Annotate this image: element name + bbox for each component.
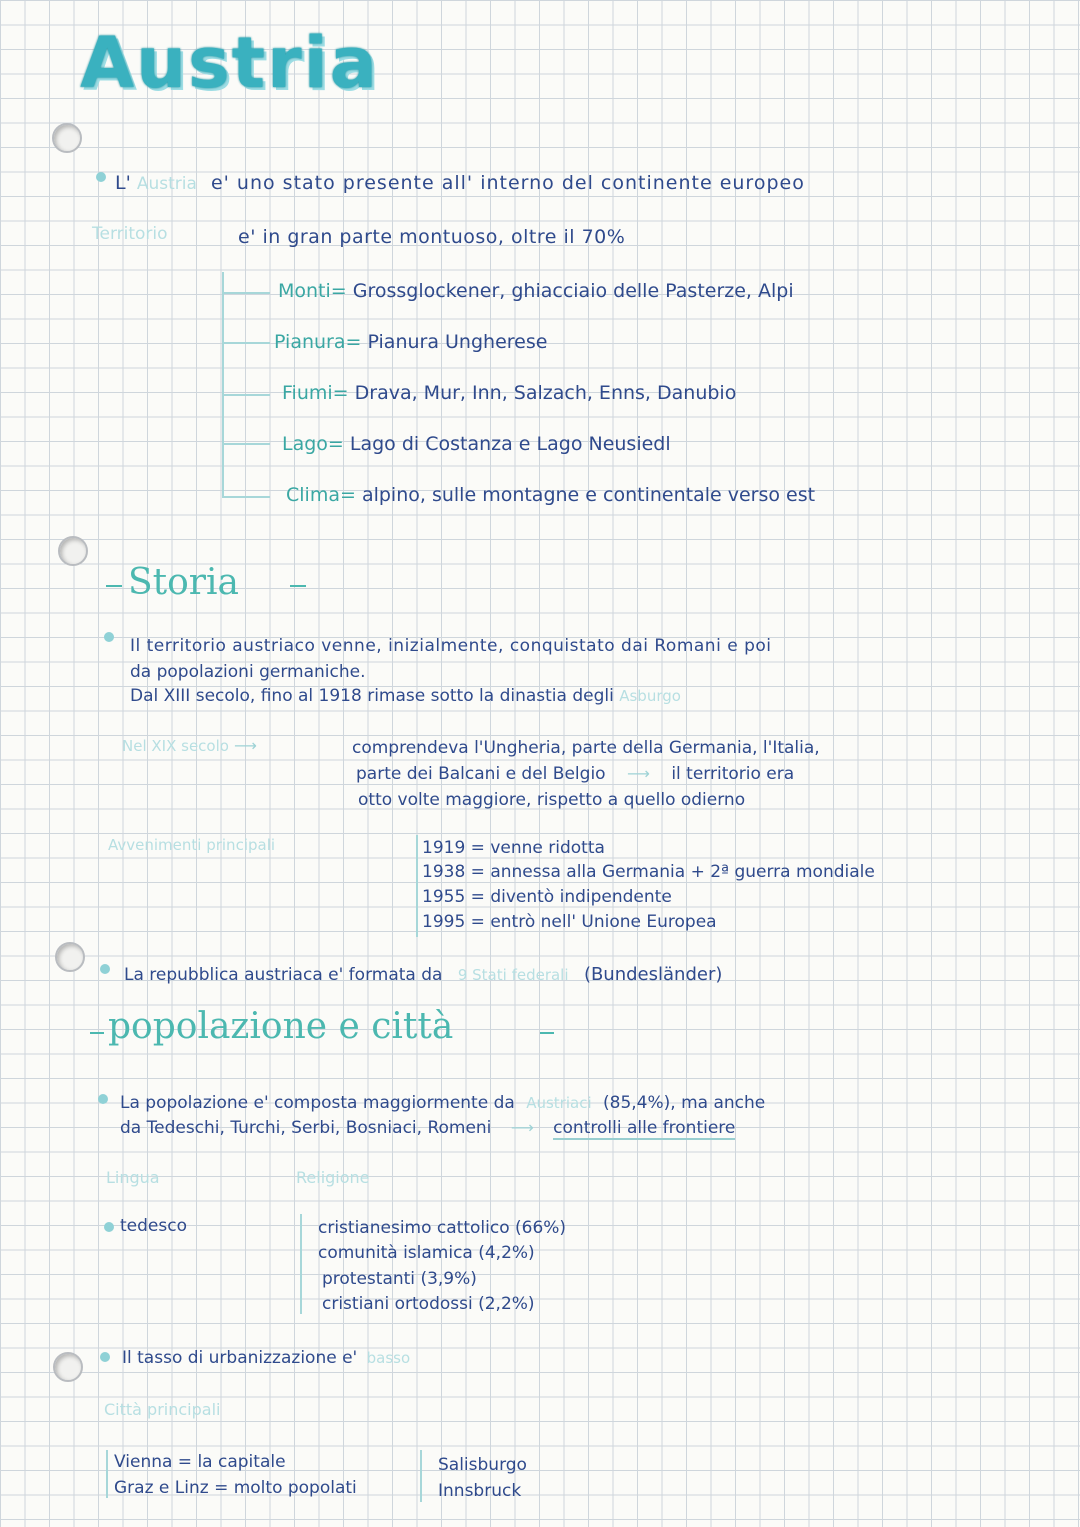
heading-dash [290, 585, 306, 587]
repubblica-text: La repubblica austriaca e' formata da [124, 965, 443, 985]
intro-article: L' [115, 172, 131, 194]
territorio-value: alpino, sulle montagne e continentale verso est [361, 484, 816, 506]
lingua-value: tedesco [120, 1216, 187, 1236]
storia-dinastia: Dal XIII secolo, fino al 1918 rimase sotto la dinastia degli [130, 686, 614, 706]
citta-item: Graz e Linz = molto popolati [114, 1478, 357, 1498]
intro-text: e' uno stato presente all' interno del continente europeo [210, 172, 805, 194]
territorio-label: Territorio [92, 224, 168, 244]
storia-heading: Storia [128, 562, 239, 603]
storia-line: da popolazioni germaniche. [130, 662, 366, 682]
binder-hole [58, 536, 88, 566]
binder-hole [52, 123, 82, 153]
citta-item: Vienna = la capitale [114, 1452, 286, 1472]
eventi-label: Avvenimenti principali [108, 836, 276, 854]
bullet [100, 964, 110, 974]
bracket-tick [222, 292, 270, 294]
bundeslander: (Bundesländer) [583, 964, 723, 985]
religione-label: Religione [296, 1168, 370, 1187]
heading-dash [106, 585, 122, 587]
evento: 1919 = venne ridotta [422, 838, 605, 858]
ottocento-label: Nel XIX secolo ⟶ [122, 736, 257, 755]
lingua-label: Lingua [106, 1168, 160, 1187]
religione-item: cristiani ortodossi (2,2%) [322, 1294, 535, 1314]
territorio-key: Clima [286, 484, 340, 506]
territorio-desc: e' in gran parte montuoso, oltre il 70% [238, 226, 626, 248]
evento: 1995 = entrò nell' Unione Europea [422, 912, 717, 932]
intro-austria: Austria [136, 174, 197, 194]
bullet [100, 1352, 110, 1362]
urbanizzazione-valore: basso [366, 1349, 411, 1367]
territorio-value: Pianura Ungherese [367, 331, 548, 353]
evento: 1955 = diventò indipendente [422, 887, 672, 907]
territorio-key: Monti [278, 280, 331, 302]
popolazione-line: da Tedeschi, Turchi, Serbi, Bosniaci, Romeni ⟶ controlli alle frontiere [120, 1118, 736, 1138]
bracket-tick [222, 496, 270, 498]
heading-dash [90, 1032, 104, 1034]
urbanizzazione-line: Il tasso di urbanizzazione e' basso [122, 1348, 411, 1368]
controlli-frontiere: controlli alle frontiere [553, 1118, 736, 1138]
territorio-value: Grossglockener, ghiacciaio delle Pasterze, Alpi [352, 280, 794, 302]
territorio-item: Pianura= Pianura Ungherese [274, 331, 548, 353]
bullet [104, 1222, 114, 1232]
storia-line [130, 686, 681, 706]
heading-dash [540, 1032, 554, 1034]
territorio-item: Lago= Lago di Costanza e Lago Neusiedl [282, 433, 671, 455]
bracket-tick [222, 443, 270, 445]
binder-hole [55, 942, 85, 972]
popolazione-line: La popolazione e' composta maggiormente da Austriaci (85,4%), ma anche [120, 1093, 766, 1113]
bullet [104, 632, 114, 642]
territorio-item: Clima= alpino, sulle montagne e continentale verso est [286, 484, 816, 506]
territorio-key: Pianura [274, 331, 346, 353]
ottocento-line: parte dei Balcani e del Belgio ⟶ il territorio era [356, 764, 795, 784]
citta-bracket [106, 1450, 108, 1498]
ottocento-line: comprendeva l'Ungheria, parte della Germania, l'Italia, [352, 738, 820, 758]
territorio-key: Fiumi [282, 382, 333, 404]
territorio-value: Lago di Costanza e Lago Neusiedl [349, 433, 671, 455]
citta-item: Innsbruck [438, 1481, 522, 1501]
religione-bracket [300, 1214, 302, 1314]
popolazione-heading: popolazione e città [108, 1006, 454, 1047]
territorio-bracket [222, 272, 224, 497]
territorio-key: Lago [282, 433, 328, 455]
storia-asburgo: Asburgo [619, 687, 681, 705]
bullet [98, 1094, 108, 1104]
religione-item: comunità islamica (4,2%) [318, 1243, 535, 1263]
stati-federali: 9 Stati federali [457, 966, 569, 984]
page-title: Austria [80, 22, 379, 104]
ottocento-line: otto volte maggiore, rispetto a quello odierno [358, 790, 746, 810]
citta-label: Città principali [104, 1400, 221, 1419]
bracket-tick [222, 394, 270, 396]
bullet [96, 172, 106, 182]
religione-item: cristianesimo cattolico (66%) [318, 1218, 567, 1238]
citta-bracket [420, 1450, 422, 1502]
evento: 1938 = annessa alla Germania + 2ª guerra mondiale [422, 862, 875, 882]
territorio-item: Fiumi= Drava, Mur, Inn, Salzach, Enns, Danubio [282, 382, 737, 404]
repubblica-line [124, 964, 722, 985]
popolazione-austriaci: Austriaci [526, 1094, 592, 1112]
intro-line [115, 172, 805, 194]
bracket-tick [222, 342, 270, 344]
binder-hole [53, 1352, 83, 1382]
storia-line: Il territorio austriaco venne, inizialmente, conquistato dai Romani e poi [130, 636, 772, 656]
eventi-bracket [416, 835, 418, 937]
territorio-item: Monti= Grossglockener, ghiacciaio delle Pasterze, Alpi [278, 280, 794, 302]
territorio-value: Drava, Mur, Inn, Salzach, Enns, Danubio [354, 382, 737, 404]
religione-item: protestanti (3,9%) [322, 1269, 477, 1289]
citta-item: Salisburgo [438, 1455, 527, 1475]
